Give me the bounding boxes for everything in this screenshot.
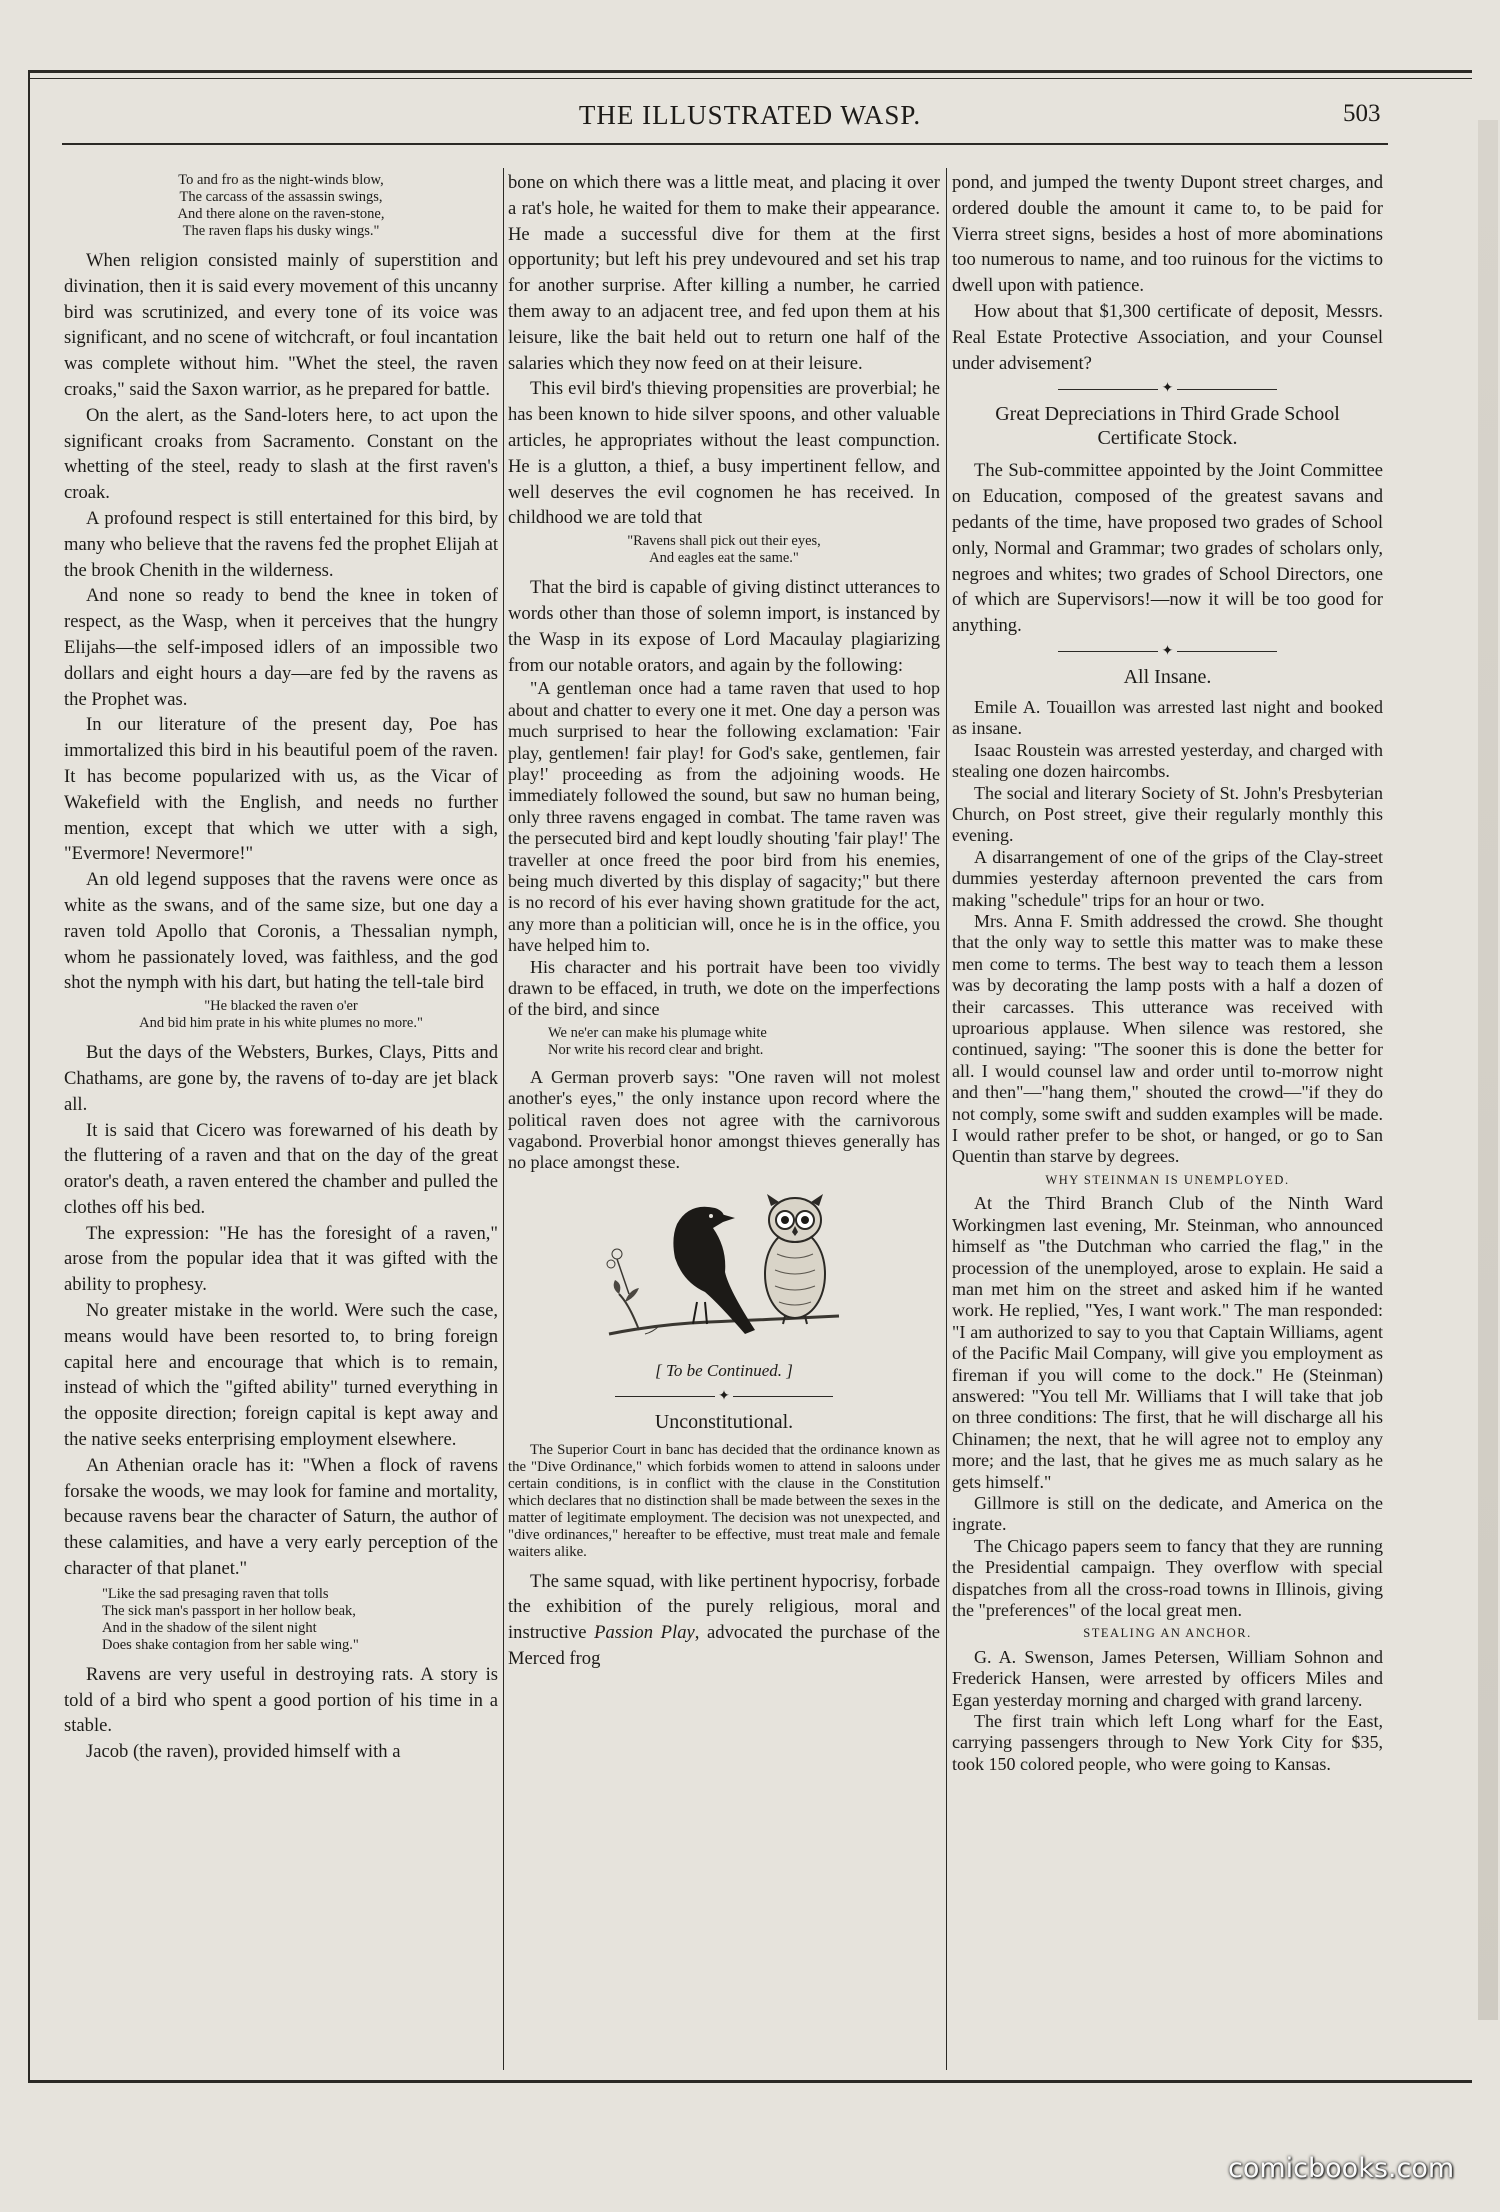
paragraph: In our literature of the present day, Poe has immortalized this bird in his beautiful poem of the raven. It has become popularized with us, as the Vicar of Wakefield with the English, and needs no further mention, except that which we utter with a sigh, "Evermore! Nevermore!" <box>64 714 498 865</box>
paragraph: The social and literary Society of St. John's Presbyterian Church, on Post street, give their regularly monthly this evening. <box>952 782 1383 846</box>
owl-icon <box>765 1194 825 1324</box>
verse-line: The carcass of the assassin swings, <box>179 189 383 205</box>
divider-ornament: ✦ <box>952 382 1383 396</box>
verse-line: And bid him prate in his white plumes no more." <box>139 1015 423 1032</box>
column-divider <box>503 168 504 2070</box>
paragraph: The Chicago papers seem to fancy that they are running the Presidential campaign. They overflow with special dispatches from all the cross-road towns in Illinois, giving the "preferences" of the local great men. <box>952 1535 1383 1621</box>
verse-line: "Like the sad presaging raven that tolls <box>102 1585 329 1602</box>
to-be-continued: [ To be Continued. ] <box>655 1360 793 1380</box>
verse-ravens-eyes <box>508 533 940 567</box>
headline-unconstitutional: Unconstitutional. <box>654 1410 794 1433</box>
paragraph: It is said that Cicero was forewarned of his death by the fluttering of a raven and that on the day of the great orator's death, a raven entered the chamber and pulled the clothes off his bed. <box>64 1119 498 1218</box>
verse-line: And there alone on the raven-stone, <box>177 206 385 222</box>
paragraph: A profound respect is still entertained for this bird, by many who believe that the ravens fed the prophet Elijah at the brook Chenith in the wilderness. <box>64 507 498 581</box>
paragraph: How about that $1,300 certificate of deposit, Messrs. Real Estate Protective Association, and your Counsel under advisement? <box>952 300 1383 374</box>
verse-line: Does shake contagion from her sable wing." <box>102 1636 359 1653</box>
paragraph: That the bird is capable of giving distinct utterances to words other than those of solemn import, is instanced by the Wasp in its expose of Lord Macaulay plagiarizing from our notable orators, and again by the following: <box>508 577 940 676</box>
divider-ornament: ✦ <box>952 645 1383 659</box>
headline-all-insane: All Insane. <box>1123 665 1212 688</box>
verse-line: To and fro as the night-winds blow, <box>178 172 384 188</box>
paragraph: His character and his portrait have been too vividly drawn to be effaced, in truth, we dote on the imperfections of the bird, and since <box>508 956 940 1020</box>
paragraph: At the Third Branch Club of the Ninth Ward Workingmen last evening, Mr. Steinman, who announced himself as "the Dutchman who carried the flag," in the procession of the unemployed, arose to explain. He said a man met him on the street and asked him if he wanted work. He replied, "Yes, I want work." The man responded: "I am authorized to say to you that Captain Williams, agent of the Pacific Mail Company, will give you employment as fireman if you will come to the dock." He (Steinman) answered: "You tell Mr. Williams that I will take that job on three conditions: The first, that he will discharge all his Chinamen; the next, that he will agree not to employ any more; and the last, that he gives me as much salary as he gets himself." <box>952 1193 1383 1492</box>
paragraph: Ravens are very useful in destroying rats. A story is told of a bird who spent a good portion of his time in a stable. <box>64 1663 498 1737</box>
paragraph: This evil bird's thieving propensities are proverbial; he has been known to hide silver spoons, and other valuable articles, he appropriates without the least compunction. He is a glutton, a thief, a busy impertinent fellow, and well deserves the evil cognomen he has received. In childhood we are told that <box>508 378 940 529</box>
paragraph: An old legend supposes that the ravens were once as white as the swans, and of the same size, but one day a raven told Apollo that Coronis, a Thessalian nymph, whom he passionately loved, was faithless, and the god shot the nymph with his dart, but hating the tell-tale bird <box>64 869 498 994</box>
column-2 <box>508 170 940 1672</box>
paragraph: But the days of the Websters, Burkes, Clays, Pitts and Chathams, are gone by, the ravens of to-day are jet black all. <box>64 1042 498 1115</box>
paragraph: G. A. Swenson, James Petersen, William Sohnon and Frederick Hansen, were arrested by officers Miles and Egan yesterday morning and charged with grand larceny. <box>952 1646 1383 1710</box>
verse-line: "Ravens shall pick out their eyes, <box>627 533 821 550</box>
paragraph: The Sub-committee appointed by the Joint Committee on Education, composed of the greatest savans and pedants of the time, have proposed two grades of School only, Normal and Grammar; two grades of scholars only, negroes and whites; two grades of School Directors, one of which are Supervisors!—now it will be too good for anything. <box>952 460 1383 637</box>
verse-line: The sick man's passport in her hollow beak, <box>102 1602 356 1619</box>
paragraph: Isaac Roustein was arrested yesterday, and charged with stealing one dozen haircombs. <box>952 739 1383 782</box>
verse-line: And eagles eat the same." <box>649 550 799 567</box>
paragraph: An Athenian oracle has it: "When a flock of ravens forsake the woods, we may look for famine and mortality, because ravens bear the character of Saturn, the author of these calamities, and have a very early perception of the character of that planet." <box>64 1454 498 1580</box>
paragraph: A German proverb says: "One raven will not molest another's eyes," the only instance upon record where the political raven does not agree with the carnivorous vagabond. Proverbial honor amongst thieves generally has no place amongst these. <box>508 1066 940 1173</box>
paragraph <box>508 1569 940 1672</box>
verse-plumage <box>548 1025 940 1059</box>
subhead-steinman: WHY STEINMAN IS UNEMPLOYED. <box>1045 1172 1290 1187</box>
header-rule <box>62 143 1388 145</box>
paragraph: The expression: "He has the foresight of a raven," arose from the popular idea that it was gifted with the ability to prophesy. <box>64 1222 498 1296</box>
paragraph: Gillmore is still on the dedicate, and America on the ingrate. <box>952 1492 1383 1535</box>
column-1 <box>64 170 498 1765</box>
raven-and-owl-illustration <box>599 1184 849 1352</box>
paragraph: And none so ready to bend the knee in token of respect, as the Wasp, when it perceives that the hungry Elijahs—the self-imposed idlers of an impossible two dollars and eight hours a day—are fed by the ravens as the Prophet was. <box>64 585 498 710</box>
masthead-title: THE ILLUSTRATED WASP. <box>578 100 922 130</box>
paragraph: A disarrangement of one of the grips of the Clay-street dummies yesterday afternoon prevented the cars from making "schedule" trips for an hour or two. <box>952 846 1383 910</box>
paragraph: The Superior Court in banc has decided that the ordinance known as the "Dive Ordinance," which forbids women to attend in saloons under certain conditions, is in conflict with the clause in the Constitution which declares that no distinction shall be made between the sexes in the matter of legitimate employment. The decision was not unexpected, and "dive ordinances," hereafter to be effective, must treat male and female waiters alike. <box>508 1441 940 1560</box>
paragraph-text: , advocated the purchase of the Merced frog <box>508 1622 940 1670</box>
column-divider <box>946 168 947 2070</box>
bottom-border <box>28 2080 1472 2083</box>
headline-depreciations: Great Depreciations in Third Grade School Certificate Stock. <box>995 403 1340 450</box>
page-edge <box>1478 120 1498 2020</box>
verse-line: "He blacked the raven o'er <box>204 998 358 1015</box>
verse-opening <box>64 172 498 240</box>
column-3 <box>952 170 1383 1775</box>
paragraph: "A gentleman once had a tame raven that used to hop about and chatter to every one it met. One day a person was much surprised to hear the following exclamation: 'Fair play, gentlemen! fair play! for God's sake, gentlemen, fair play!' proceeding as from the adjoining woods. He immediately followed the sound, but saw no human being, only three ravens engaged in combat. The tame raven was the persecuted bird and kept loudly shouting 'fair play!' The traveller at once freed the poor bird from his enemies, being much diverted by this display of sagacity;" but there is no record of his ever having shown gratitude for the act, any more than a politician will, once he is in the office, you have helped him to. <box>508 678 940 956</box>
paragraph: The first train which left Long wharf for the East, carrying passengers through to New York City for $35, took 150 colored people, who were going to Kansas. <box>952 1711 1383 1774</box>
paragraph-text: The same squad, with like pertinent hypocrisy, forbade the exhibition of the purely religious, moral and instructive <box>508 1570 940 1644</box>
paragraph: pond, and jumped the twenty Dupont street charges, and ordered double the amount it came to, to be paid for Vierra street signs, besides a host of more abominations too numerous to name, and too ruinous for the victims to dwell upon with patience. <box>952 172 1383 297</box>
paragraph: Emile A. Touaillon was arrested last night and booked as insane. <box>952 696 1383 739</box>
verse-line: The raven flaps his dusky wings." <box>182 223 380 239</box>
verse-line: Nor write his record clear and bright. <box>548 1041 764 1058</box>
divider-ornament: ✦ <box>508 1390 940 1404</box>
page-number: 503 <box>1343 100 1381 127</box>
paragraph: Jacob (the raven), provided himself with a <box>86 1741 401 1763</box>
emphasis-text: Passion Play <box>594 1622 695 1644</box>
watermark-text: comicbooks.com <box>1228 2153 1455 2184</box>
raven-icon <box>673 1207 755 1334</box>
verse-line: And in the shadow of the silent night <box>102 1619 317 1636</box>
verse-blacked <box>64 998 498 1032</box>
paragraph: Mrs. Anna F. Smith addressed the crowd. She thought that the only way to settle this matter was to make these men come to terms. The best way to teach them a lesson was by decorating the lamp posts with a half a dozen of their carcasses. This utterance was received with uproarious applause. When silence was restored, she continued, saying: "The sooner this is done the better for all. I would counsel law and order until to-morrow night and then"—"hang them," shouted the crowd—"if they do not comply, some swift and sudden examples will be made. I would rather prefer to be shot, or hanged, or go to San Quentin than starve by degrees. <box>952 911 1383 1167</box>
verse-sad-raven <box>102 1586 498 1654</box>
paragraph: On the alert, as the Sand-loters here, to act upon the significant croaks from Sacramento. Constant on the whetting of the steel, ready to slash at the first raven's croak. <box>64 404 498 504</box>
subhead-anchor: STEALING AN ANCHOR. <box>1083 1626 1252 1641</box>
paragraph: bone on which there was a little meat, and placing it over a rat's hole, he waited for them to make their appearance. He made a successful dive for them at the first opportunity; but left his prey undevoured and set his trap for another surprise. After killing a number, he carried them away to an adjacent tree, and fed upon them at his leisure, like the bait held out to return one half of the salaries which they now feed on at their leisure. <box>508 172 940 374</box>
paragraph: No greater mistake in the world. Were such the case, means would have been resorted to, to bring foreign capital here and encourage that which is to remain, instead of which the "gifted ability" turned everything in the opposite direction; foreign capital is kept away and the native seeks enterprising employment elsewhere. <box>64 1300 498 1451</box>
paragraph: When religion consisted mainly of superstition and divination, then it is said every movement of this uncanny bird was scrutinized, and every tone of its voice was significant, and no scene of witchcraft, or foul incantation was complete without him. "Whet the steel, the raven croaks," said the Saxon warrior, as he prepared for battle. <box>64 250 498 400</box>
verse-line: We ne'er can make his plumage white <box>548 1024 767 1041</box>
